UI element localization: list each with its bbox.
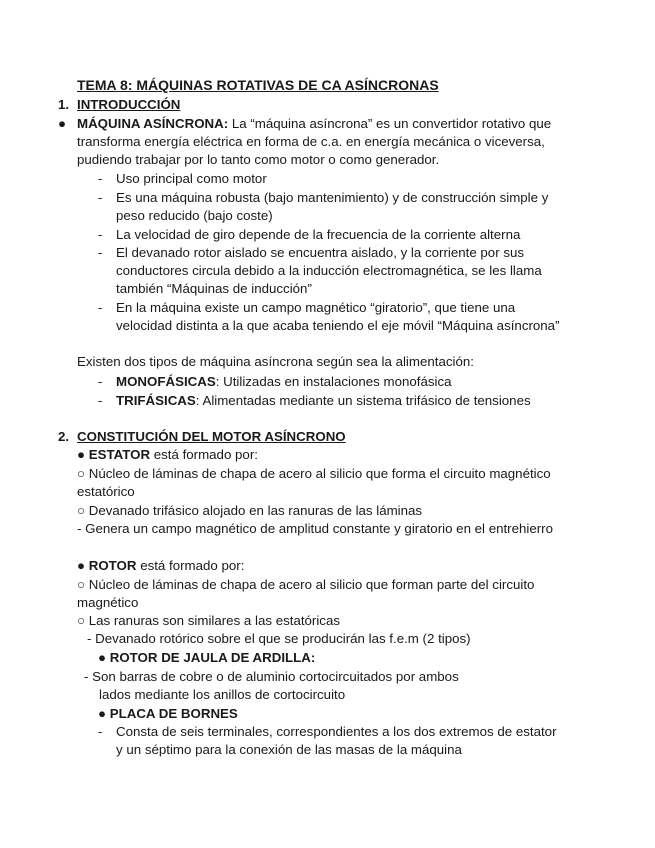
estator-label: ● ESTATOR: [77, 447, 151, 462]
intro-point-3: La velocidad de giro depende de la frecuencia de la corriente alterna: [116, 227, 521, 242]
rotor-heading: [77, 557, 244, 574]
jaula-heading: ● ROTOR DE JAULA DE ARDILLA:: [98, 650, 316, 665]
dash-marker: -: [98, 190, 103, 205]
document-title: TEMA 8: MÁQUINAS ROTATIVAS DE CA ASÍNCRONAS: [77, 77, 439, 93]
intro-point-4-line-1: El devanado rotor aislado se encuentra aislado, y la corriente por sus: [116, 245, 525, 260]
rotor-point-2: ○ Las ranuras son similares a las estatóricas: [77, 613, 340, 628]
dash-marker: -: [98, 227, 103, 242]
estator-point-1-line-2: estatórico: [77, 484, 135, 499]
estator-point-1-line-1: ○ Núcleo de láminas de chapa de acero al silicio que forma el circuito magnético: [77, 466, 551, 481]
intro-point-4-line-2: conductores circula debido a la inducción electromagnética, se les llama: [116, 263, 542, 278]
jaula-line-2: lados mediante los anillos de cortocircuito: [99, 687, 346, 702]
dash-marker: -: [98, 374, 103, 389]
intro-point-4-line-3: también “Máquinas de inducción”: [116, 281, 312, 296]
types-intro: Existen dos tipos de máquina asíncrona según sea la alimentación:: [77, 354, 474, 369]
placa-heading: ● PLACA DE BORNES: [98, 706, 238, 721]
section-2-number: 2.: [58, 429, 70, 444]
jaula-line-1: - Son barras de cobre o de aluminio cortocircuitados por ambos: [84, 669, 459, 684]
dash-marker: -: [98, 393, 103, 408]
intro-paragraph-line-1: [77, 115, 551, 132]
type-trifasica: [116, 392, 531, 409]
rotor-point-1-line-2: magnético: [77, 595, 139, 610]
dash-marker: -: [98, 724, 103, 739]
intro-paragraph-line-3: pudiendo trabajar por lo tanto como motor o como generador.: [77, 152, 440, 167]
intro-paragraph-line-2: transforma energía eléctrica en forma de c.a. en energía mecánica o viceversa,: [77, 134, 545, 149]
estator-point-3: - Genera un campo magnético de amplitud constante y giratorio en el entrehierro: [77, 521, 554, 536]
section-2-heading: CONSTITUCIÓN DEL MOTOR ASÍNCRONO: [77, 429, 346, 444]
intro-point-5-line-2: velocidad distinta a la que acaba teniendo el eje móvil “Máquina asíncrona”: [116, 318, 560, 333]
type-trifasica-desc: : Alimentadas mediante un sistema trifásico de tensiones: [195, 393, 531, 408]
bullet-icon: ●: [58, 116, 67, 131]
estator-point-2: ○ Devanado trifásico alojado en las ranuras de las láminas: [77, 503, 423, 518]
section-1-number: 1.: [58, 97, 70, 112]
estator-desc: está formado por:: [150, 447, 258, 462]
dash-marker: -: [98, 171, 103, 186]
rotor-point-3: - Devanado rotórico sobre el que se producirán las f.e.m (2 tipos): [87, 631, 471, 646]
intro-point-5-line-1: En la máquina existe un campo magnético “giratorio”, que tiene una: [116, 300, 516, 315]
rotor-point-1-line-1: ○ Núcleo de láminas de chapa de acero al silicio que forman parte del circuito: [77, 577, 535, 592]
intro-point-2-line-2: peso reducido (bajo coste): [116, 208, 273, 223]
intro-point-1: Uso principal como motor: [116, 171, 267, 186]
type-monofasica-label: MONOFÁSICAS: [116, 374, 216, 389]
estator-heading: [77, 446, 258, 463]
rotor-desc: está formado por:: [136, 558, 245, 573]
dash-marker: -: [98, 245, 103, 260]
intro-lead: MÁQUINA ASÍNCRONA:: [77, 116, 229, 131]
intro-point-2-line-1: Es una máquina robusta (bajo mantenimiento) y de construcción simple y: [116, 190, 549, 205]
dash-marker: -: [98, 300, 103, 315]
section-1-heading: INTRODUCCIÓN: [77, 97, 181, 112]
placa-line-2: y un séptimo para la conexión de las masas de la máquina: [116, 742, 462, 757]
type-trifasica-label: TRIFÁSICAS: [116, 393, 196, 408]
type-monofasica: [116, 373, 452, 390]
rotor-label: ● ROTOR: [77, 558, 137, 573]
placa-line-1: Consta de seis terminales, correspondientes a los dos extremos de estator: [116, 724, 557, 739]
intro-text-1: La “máquina asíncrona” es un convertidor rotativo que: [228, 116, 552, 131]
type-monofasica-desc: : Utilizadas en instalaciones monofásica: [215, 374, 452, 389]
